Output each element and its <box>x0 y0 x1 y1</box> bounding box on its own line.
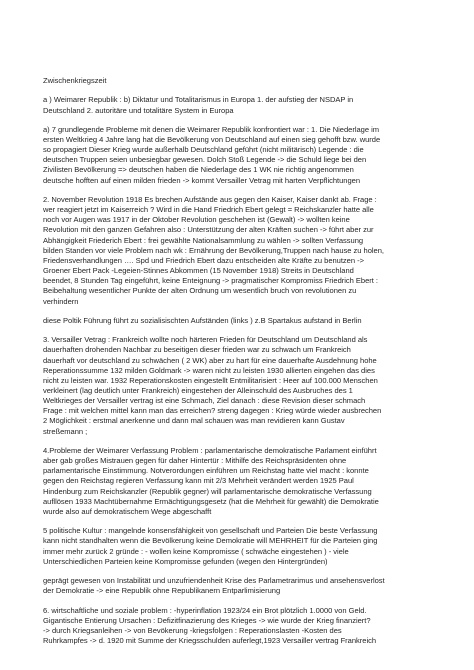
document-body <box>43 76 435 655</box>
paragraph-overview: a ) Weimarer Republik : b) Diktatur und Totalitarismus in Europa 1. der aufstieg der NSDAP in Deutschland 2. autoritäre und totalitäre System in Europa <box>43 95 354 115</box>
paragraph-problem-4-constitution: 4.Probleme der Weimarer Verfassung Problem : parlamentarische demokratische Parlament einführt aber gab großes Mistrauen gegen für daher Hintertür : Mithilfe des Reichspräsidenten ohne parlamentarische Einstimmung. Notverordungen einführen um Reichstag hatte viel macht : konnte gegen den Reichstag regieren Verfassung kann mit 2/3 Mehrheit verändert werden 1925 Paul Hindenburg zum Reichskanzler (Republik gegner) will parlamentarische demokratische Verfassung aufllösen 1933 Machtübernahme Ermächtigungsgesetz (hat die Mehrheit für gewählt) die Demokratie wurde also auf demokratischem Wege abgeschafft <box>43 445 379 516</box>
paragraph-problem-3-versailles: 3. Versailler Vetrag : Frankreich wollte noch härteren Frieden für Deutschland um Deutschland als dauerhaften drohenden Nachbar zu beseitigen dieser frieden war zu schwach um Frankreich dauerhaft vor deutschland zu schwächen ( 2 WK) aber zu hart für eine dauerhafte Ausdehnung hohe Reperationssumme 132 milden Goldmark -> waren nicht zu leisten 1930 allierten eingehen das dies nicht zu leisten war. 1932 Reperationskosten eingestellt Entmilitarisiert : Heer auf 100.000 Menschen verkleinert (lag deutlich unter Frankreich) eingestehen der Alleinschuld des Ausbruches des 1 Weltkrieges der Versailler vertrag ist eine Schmach, Ziel danach : diese Revision dieser schmach Frage : mit welchen mittel kann man das erreichen? streng dagegen : Krieg würde wieder ausbrechen 2 Möglichkeit : erstmal anerkenne und dann mal schauen was man revidieren kann Gustav streßemann ; <box>43 335 382 436</box>
document-title: Zwischenkriegszeit <box>43 76 107 85</box>
paragraph-problem-6-economy: 6. wirtschaftliche und soziale problem : -hyperinflation 1923/24 ein Brot plötzlich 1.0000 von Geld. Gigantische Entierung Ursachen : Defizitfinazierung des Krieges -> wie wurde der Krieg finanziert? -> durch Kriegsanleihen -> von Bevökerung -kriegsfolgen : Reperationslasten -Kosten des Ruhrkampfes -> d. 1920 mit Summe der Kriegsschulden auferlegt,1923 Versailler vertrag Frankreich <box>43 605 377 646</box>
paragraph-problem-1-defeat: a) 7 grundlegende Probleme mit denen die Weimarer Republik konfrontiert war : 1. Die Niederlage im ersten Weltkrieg 4 Jahre lang hat die Bevölkerung von Deutschland auf einen sieg gehofft bzw. wurde so propagiert Dieser Krieg wurde außerhalb Deutschland geführt (nicht militärisch) Legende : die deutschen Truppen seien unbesiegbar gewesen. Dolch Stoß Legende -> die Schuld liege bei den Zivilisten Bevölkerung => deutschen haben die Niederlage des 1 WK nie richtig angenommen deutsche hofften auf einen milden frieden -> kommt Versailler Vetrag mit harten Verpflichtungen <box>43 124 381 185</box>
paragraph-problem-5-political-culture: 5 politische Kultur : mangelnde konsensfähigkeit von gesellschaft und Parteien Die beste Verfassung kann nicht standhalten wenn die Bevölkerung keine Demokratie will MEHRHEIT für die Parteien ging immer mehr zurück 2 gründe : - wollen keine Kompromisse ( schwäche eingestehen ) - viele Unterschiedlichen Parteien keine Kompromisse gefunden (wegen den Hintergründen) <box>43 526 378 566</box>
paragraph-spartakus: diese Poltik Führung führt zu sozialisischten Aufständen (links ) z.B Spartakus aufstand in Berlin <box>43 315 362 325</box>
paragraph-problem-2-revolution: 2. November Revolution 1918 Es brechen Aufstände aus gegen den Kaiser, Kaiser dankt ab. Frage : wer reagiert jetzt im Kaiserreich ? Wird in die Hand Friedrich Ebert gelegt = Reichskanzler hatte alle noch vor Augen was 1917 in der Oktober Revolution geschehen ist (Gewalt) -> wollten keine Revolution mit den ganzen Gefahren also : Unterstützung der alten Kräften suchen -> führt aber zur Abhängigkeit Friederich Ebert : frei gewählte Nationalsammlung zu wählen -> sollten Verfassung bilden Standen vor viele Problem nach wk : Ernährung der Bevölkerung,Truppen nach hause zu holen, Friedensverhandlungen …. Spd und Friedrich Ebert dazu entscheiden alte Kräfte zu benutzen -> Groener Ebert Pack -Legeien-Stinnes Abkommen (15 November 1918) Streits in Deutschland beendet, 8 Stunden Tag eingeführt, keine Enteignung -> pragmatischer Kompromiss Friedrich Ebert : Beibehaltung wesentlicher Punkte der alten Ordnung um wesentlich bruch von revolutionen zu verhindern <box>43 194 384 306</box>
paragraph-instability: geprägt gewesen von Instabilität und unzufriendenheit Krise des Parlametrarimus und ansehensverlost der Demokratie -> eine Republik ohne Republikanern Entparlimisierung <box>43 576 385 596</box>
